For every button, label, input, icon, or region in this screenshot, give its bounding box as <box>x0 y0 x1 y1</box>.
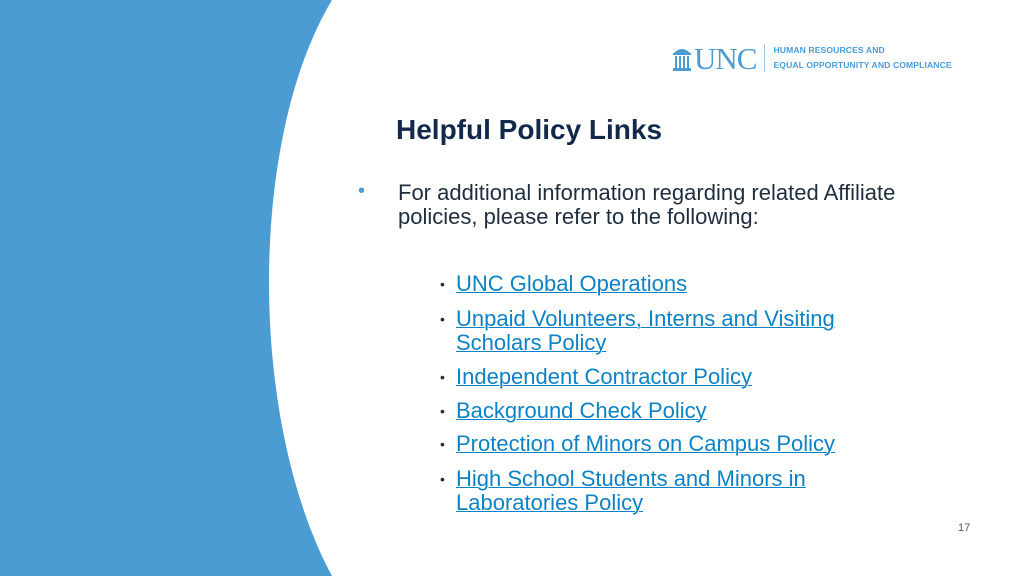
logo-line-1: HUMAN RESOURCES AND <box>773 45 885 55</box>
bullet-dot-icon: • <box>358 180 366 202</box>
bullet-dot-icon: • <box>440 403 445 419</box>
link-background-check-policy[interactable]: Background Check Policy <box>456 398 707 423</box>
bullet-dot-icon: • <box>440 276 445 292</box>
link-protection-of-minors-policy[interactable]: Protection of Minors on Campus Policy <box>456 431 836 456</box>
old-well-icon <box>672 45 692 71</box>
link-high-school-students-policy[interactable]: High School Students and Minors in Laboratories Policy <box>456 466 806 515</box>
unc-hr-logo <box>672 42 952 74</box>
unc-wordmark <box>672 40 757 76</box>
bullet-dot-icon: • <box>440 471 445 487</box>
link-independent-contractor-policy[interactable]: Independent Contractor Policy <box>456 364 752 389</box>
slide-title: Helpful Policy Links <box>396 114 663 145</box>
bullet-dot-icon: • <box>440 369 445 385</box>
bullet-dot-icon: • <box>440 311 445 327</box>
logo-unc-text: UNC <box>694 40 757 76</box>
link-unpaid-volunteers-policy[interactable]: Unpaid Volunteers, Interns and Visiting Scholars Policy <box>456 306 835 355</box>
logo-department-text <box>773 43 951 73</box>
page-number: 17 <box>958 522 971 534</box>
link-unc-global-operations[interactable]: UNC Global Operations <box>456 271 688 296</box>
logo-divider <box>764 44 765 72</box>
intro-text: For additional information regarding related Affiliate policies, please refer to the following: <box>398 180 896 229</box>
bullet-dot-icon: • <box>440 436 445 452</box>
logo-line-2: EQUAL OPPORTUNITY AND COMPLIANCE <box>773 60 952 70</box>
